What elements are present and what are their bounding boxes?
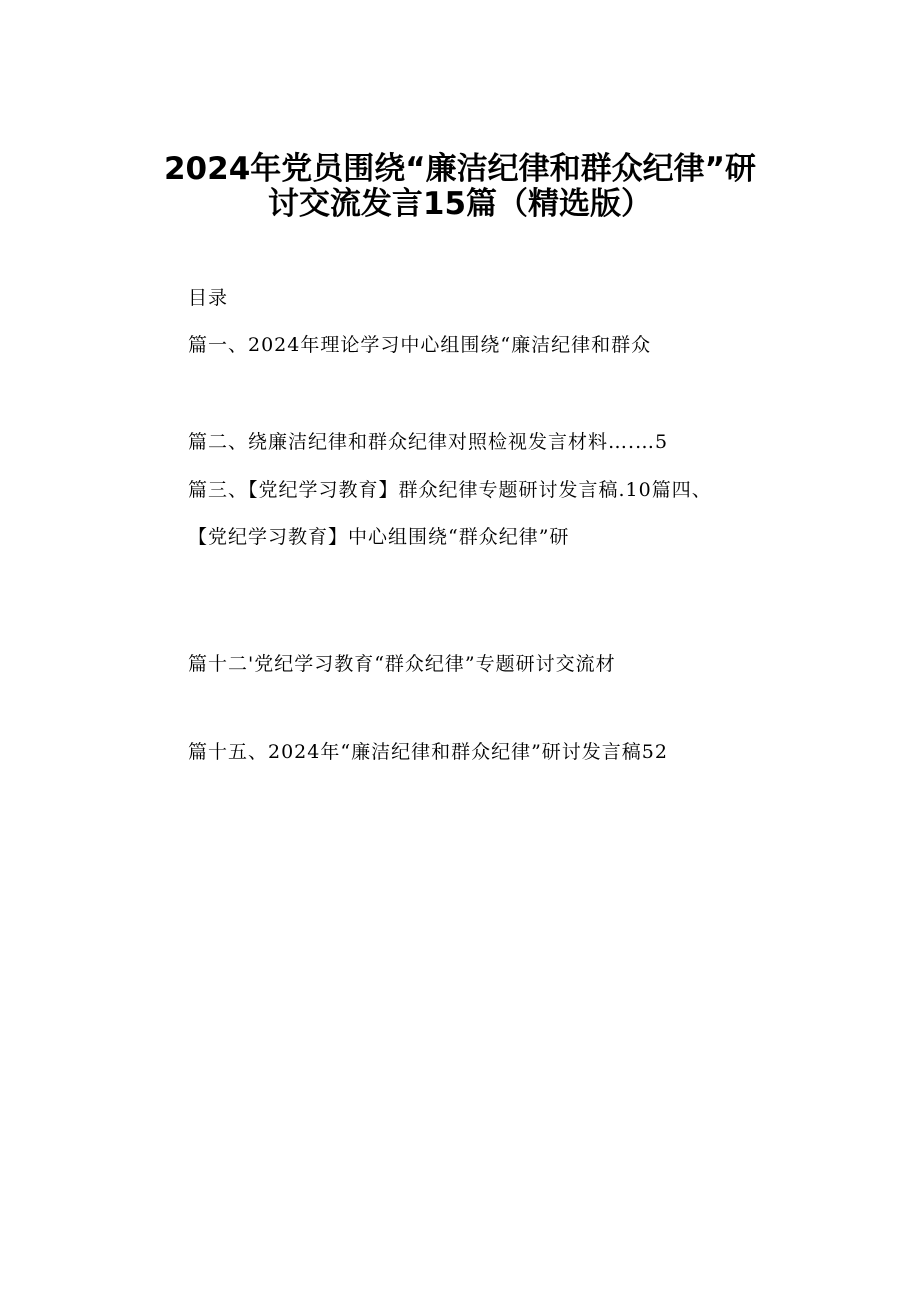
toc-entry: 篇十二'党纪学习教育“群众纪律”专题研讨交流材 (188, 653, 616, 675)
document-title-line2: 讨交流发言15篇（精选版） (267, 186, 653, 222)
toc-entry: 篇一、2024年理论学习中心组围绕“廉洁纪律和群众 (188, 334, 652, 356)
document-title-line1: 2024年党员围绕“廉洁纪律和群众纪律”研 (163, 151, 757, 187)
toc-entry: 篇十五、2024年“廉洁纪律和群众纪律”研讨发言稿52 (188, 741, 668, 763)
toc-entry: 【党纪学习教育】中心组围绕“群众纪律”研 (188, 526, 570, 548)
toc-entry: 篇三、【党纪学习教育】群众纪律专题研讨发言稿.10篇四、 (188, 479, 712, 501)
toc-entry: 篇二、绕廉洁纪律和群众纪律对照检视发言材料….…5 (188, 431, 669, 453)
toc-heading: 目录 (188, 287, 229, 309)
